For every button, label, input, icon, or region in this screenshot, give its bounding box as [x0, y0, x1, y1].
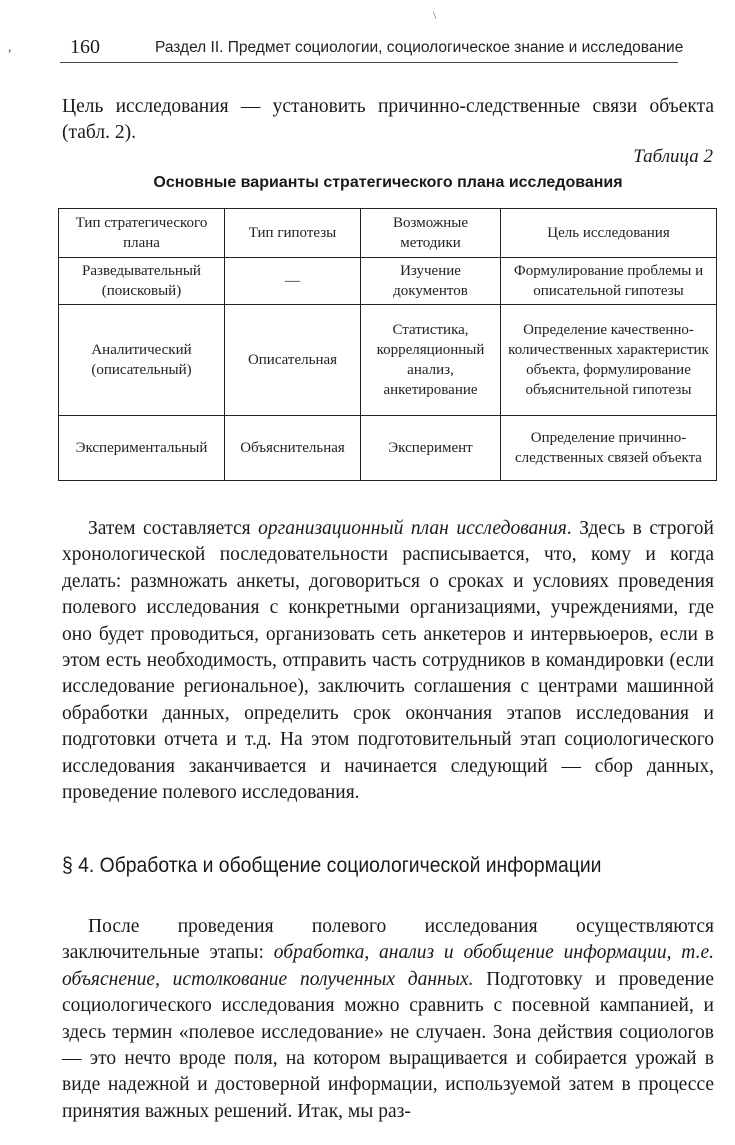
table-row: [59, 305, 717, 416]
table-cell: Формулирование проблемы и описательной гипотезы: [501, 258, 717, 305]
page-header: [60, 34, 684, 64]
table-cell: Аналитический (описательный): [59, 305, 225, 416]
table-header-cell: Тип стратегического плана: [59, 209, 225, 258]
table-cell: Определение причинно-следственных связей объекта: [501, 416, 717, 481]
header-rule: [60, 62, 678, 63]
table-cell: Экспериментальный: [59, 416, 225, 481]
emphasized-term: обработка, анализ и обобщение информации, т.е. объяснение, истолкование полученных данных.: [62, 942, 714, 990]
table-cell: Изучение документов: [361, 258, 501, 305]
page-number: 160: [70, 36, 100, 58]
table-cell: Статистика, корреляционный анализ, анкетирование: [361, 305, 501, 416]
table-row: [59, 258, 717, 305]
scan-mark: \: [433, 8, 437, 22]
margin-mark: ,: [8, 40, 12, 55]
running-head: Раздел II. Предмет социологии, социологическое знание и исследование: [155, 39, 684, 56]
organizational-plan-paragraph: [62, 516, 714, 806]
table-title: Основные варианты стратегического плана исследования: [153, 174, 623, 191]
table-header-cell: Тип гипотезы: [225, 209, 361, 258]
table-cell: Объяснительная: [225, 416, 361, 481]
processing-paragraph: [62, 914, 714, 1125]
paragraph-text: . Здесь в строгой хронологической последовательности расписывается, что, кому и когда делать: размножать анкеты, договориться о сроках и условиях проведения полевого исследования с конкретными организациями, учреждениями, где оно будет проводиться, организовать сеть анкетеров и интервьюеров, если в этом есть необходимость, отправить часть сотрудников в командировки (если исследование региональное), заключить соглашения с центрами машинной обработки данных, определить срок окончания этапов исследования и подготовки отчета и т.д. На этом подготовительный этап социологического исследования заканчивается и начинается следующий — сбор данных, проведение полевого исследования.: [62, 518, 714, 804]
table-cell: Разведывательный (поисковый): [59, 258, 225, 305]
paragraph-text: Затем составляется: [88, 518, 259, 539]
emphasized-term: организационный план исследования: [258, 518, 567, 539]
table-row: [59, 416, 717, 481]
paragraph-text: Подготовку и проведение социологического исследования можно сравнить с посевной кампанией, и здесь термин «полевое исследование» не случаен. Зона действия социологов — это нечто вроде поля, на котором выращивается и собирается урожай в виде надежной и достоверной информации, используемой затем в процессе принятия важных решений. Итак, мы раз-: [62, 968, 714, 1122]
paragraph-text: После проведения полевого исследования осуществляются заключительные этапы:: [62, 916, 714, 964]
strategic-plan-table: [58, 208, 717, 481]
intro-paragraph: Цель исследования — установить причинно-следственные связи объекта (табл. 2).: [62, 96, 714, 144]
table-caption: Таблица 2: [633, 146, 713, 167]
section-heading: § 4. Обработка и обобщение социологической информации: [62, 853, 602, 877]
table-cell: —: [225, 258, 361, 305]
table-header-row: [59, 209, 717, 258]
table-header-cell: Возможные методики: [361, 209, 501, 258]
table-cell: Определение качественно-количественных характеристик объекта, формулирование объяснительной гипотезы: [501, 305, 717, 416]
table-header-cell: Цель исследования: [501, 209, 717, 258]
table-cell: Эксперимент: [361, 416, 501, 481]
table-cell: Описательная: [225, 305, 361, 416]
